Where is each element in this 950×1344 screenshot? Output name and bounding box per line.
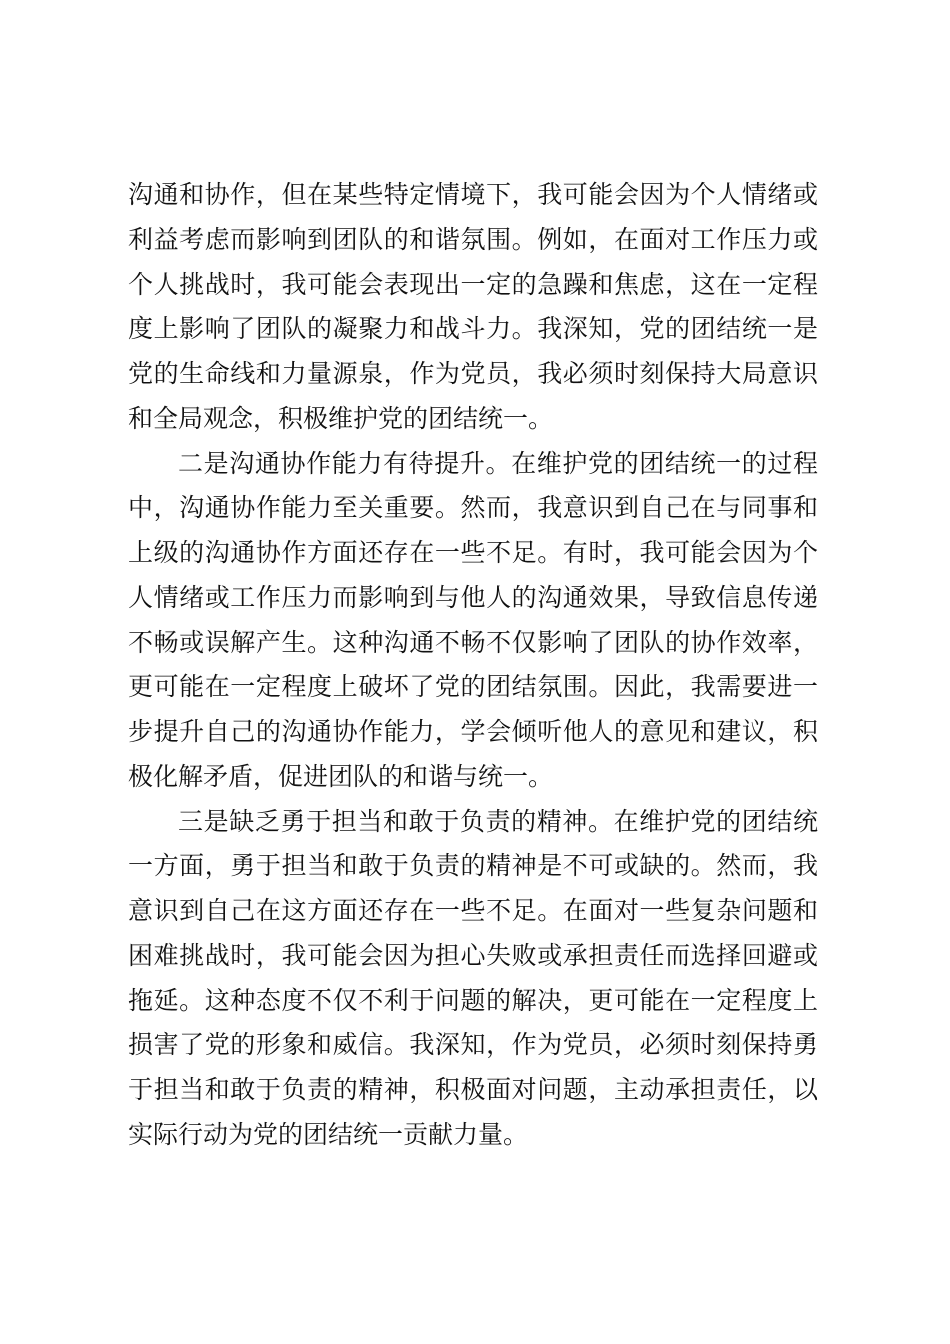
text-line: 意识到自己在这方面还存在一些不足。在面对一些复杂问题和 <box>128 896 818 925</box>
text-line: 困难挑战时，我可能会因为担心失败或承担责任而选择回避或 <box>128 940 818 970</box>
text-line: 拖延。这种态度不仅不利于问题的解决，更可能在一定程度上 <box>128 985 818 1015</box>
text-line: 损害了党的形象和威信。我深知，作为党员，必须时刻保持勇 <box>128 1030 818 1060</box>
text-line: 人情绪或工作压力而影响到与他人的沟通效果，导致信息传递 <box>128 582 818 612</box>
text-line: 实际行动为党的团结统一贡献力量。 <box>128 1119 529 1149</box>
paragraph-continued <box>128 173 818 442</box>
text-line: 不畅或误解产生。这种沟通不畅不仅影响了团队的协作效率， <box>128 627 818 657</box>
text-line: 一方面，勇于担当和敢于负责的精神是不可或缺的。然而，我 <box>128 851 818 881</box>
text-line: 步提升自己的沟通协作能力，学会倾听他人的意见和建议，积 <box>128 717 818 746</box>
text-line: 个人挑战时，我可能会表现出一定的急躁和焦虑，这在一定程 <box>128 269 818 299</box>
text-line: 极化解矛盾，促进团队的和谐与统一。 <box>128 761 554 791</box>
text-line: 二是沟通协作能力有待提升。在维护党的团结统一的过程 <box>178 448 818 478</box>
text-line: 利益考虑而影响到团队的和谐氛围。例如，在面对工作压力或 <box>128 224 818 254</box>
body-text <box>128 173 818 1158</box>
paragraph-point-three <box>128 800 818 1158</box>
text-line: 和全局观念，积极维护党的团结统一。 <box>128 403 554 433</box>
text-line: 沟通和协作，但在某些特定情境下，我可能会因为个人情绪或 <box>128 180 818 209</box>
paragraph-point-two <box>128 442 818 800</box>
text-line: 度上影响了团队的凝聚力和战斗力。我深知，党的团结统一是 <box>128 314 818 344</box>
text-line: 三是缺乏勇于担当和敢于负责的精神。在维护党的团结统 <box>178 806 818 836</box>
text-line: 中，沟通协作能力至关重要。然而，我意识到自己在与同事和 <box>128 493 818 523</box>
text-line: 党的生命线和力量源泉，作为党员，我必须时刻保持大局意识 <box>128 359 818 388</box>
text-line: 于担当和敢于负责的精神，积极面对问题，主动承担责任，以 <box>128 1075 818 1104</box>
text-line: 更可能在一定程度上破坏了党的团结氛围。因此，我需要进一 <box>128 672 818 702</box>
text-line: 上级的沟通协作方面还存在一些不足。有时，我可能会因为个 <box>128 538 818 567</box>
